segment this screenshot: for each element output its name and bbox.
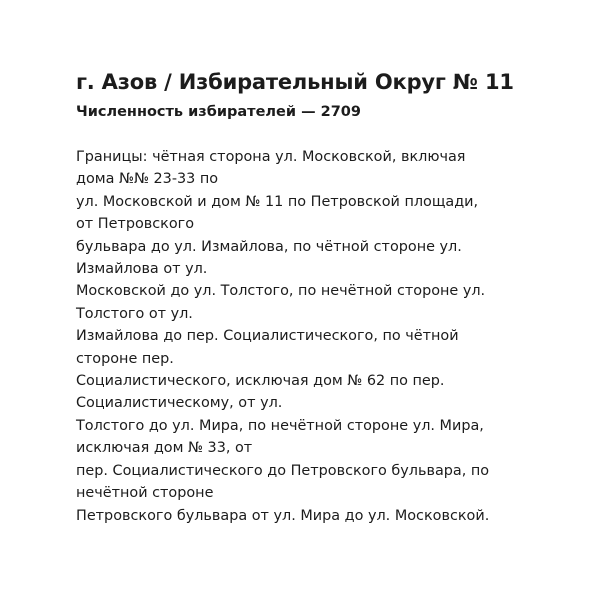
- boundary-line: ул. Московской и дом № 11 по Петровской площади,: [76, 193, 479, 210]
- boundary-line: стороне пер.: [76, 350, 174, 367]
- boundary-line: нечётной стороне: [76, 485, 214, 502]
- boundary-line: Толстого от ул.: [76, 305, 193, 322]
- boundary-line: Петровского бульвара от ул. Мира до ул. Московской.: [76, 507, 490, 524]
- boundary-line: от Петровского: [76, 216, 195, 233]
- boundary-line: пер. Социалистического до Петровского бульвара, по: [76, 462, 490, 479]
- boundary-line: бульвара до ул. Измайлова, по чётной стороне ул.: [76, 238, 462, 255]
- voter-count-subtitle: Численность избирателей — 2709: [76, 104, 361, 120]
- boundary-line: Измайлова до пер. Социалистического, по чётной: [76, 328, 459, 345]
- boundary-line: Социалистическому, от ул.: [76, 395, 283, 412]
- boundary-line: дома №№ 23-33 по: [76, 171, 219, 188]
- boundary-line: исключая дом № 33, от: [76, 440, 253, 457]
- page-title: г. Азов / Избирательный Округ № 11: [76, 70, 514, 94]
- boundary-line: Московской до ул. Толстого, по нечётной стороне ул.: [76, 283, 486, 300]
- boundary-line: Социалистического, исключая дом № 62 по пер.: [76, 373, 445, 390]
- boundary-line: Измайлова от ул.: [76, 261, 208, 278]
- boundary-line: Толстого до ул. Мира, по нечётной стороне ул. Мира,: [76, 417, 484, 434]
- boundary-line: Границы: чётная сторона ул. Московской, включая: [76, 149, 466, 165]
- boundaries-text: [76, 146, 546, 527]
